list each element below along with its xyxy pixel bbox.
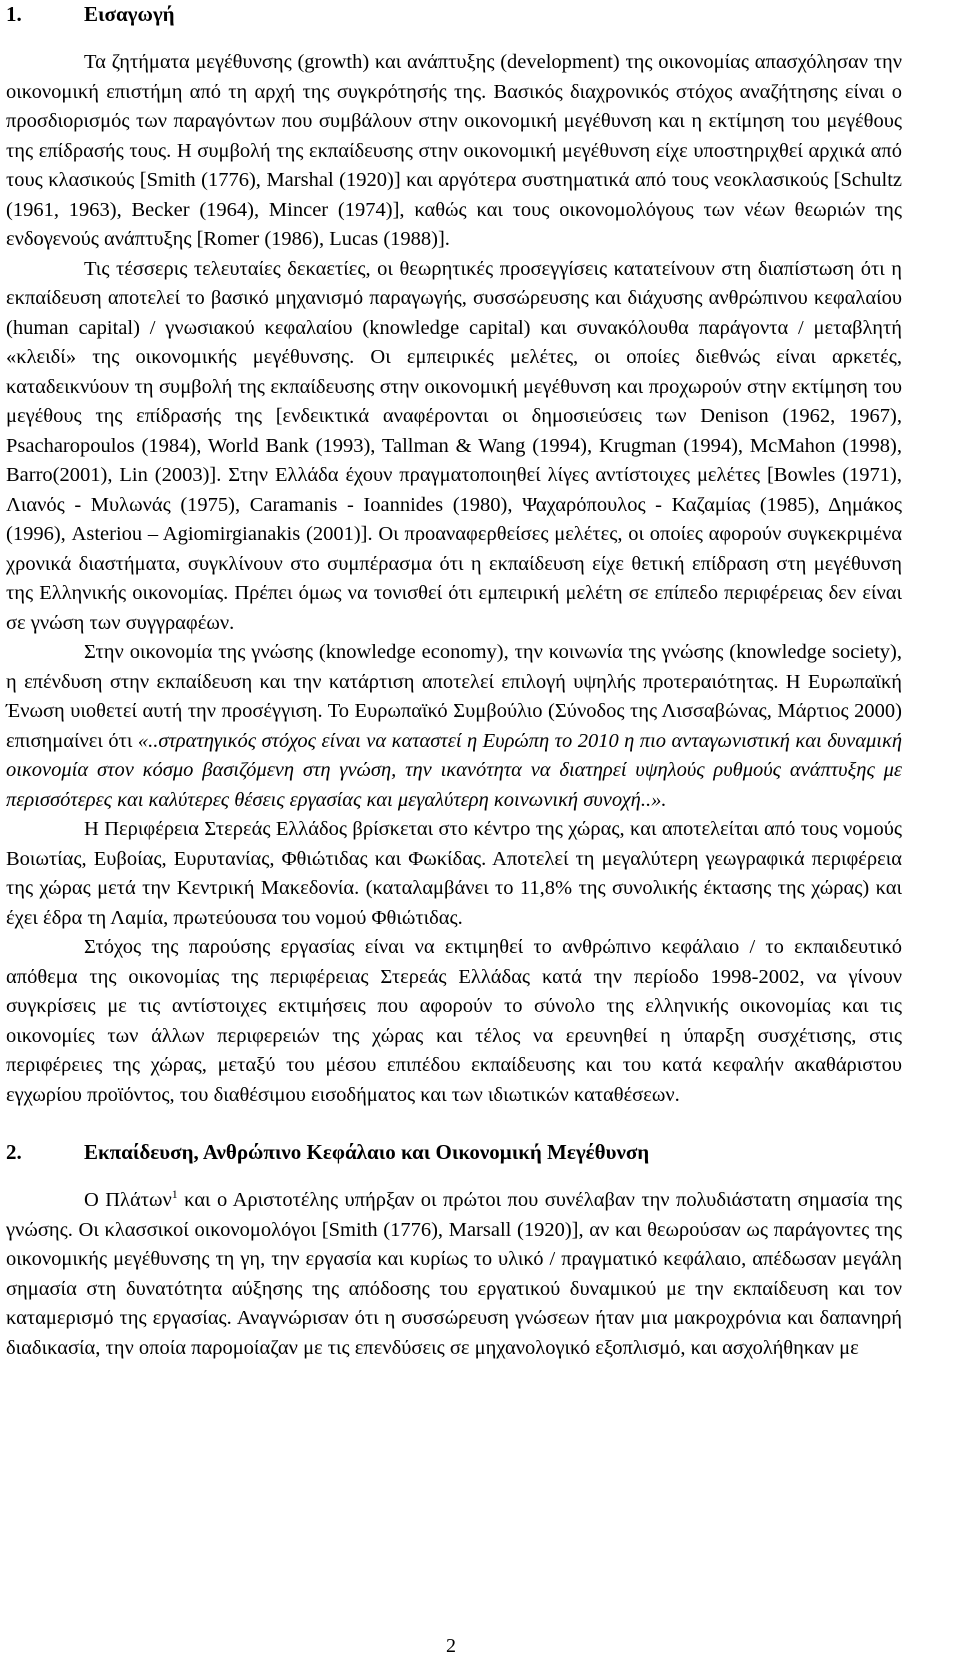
paragraph-with-footnote — [6, 1186, 902, 1363]
paragraph-text: Ο Πλάτων — [84, 1189, 172, 1211]
document-page — [6, 0, 902, 1363]
section-2-number: 2. — [6, 1140, 22, 1164]
section-1-heading — [6, 0, 902, 28]
paragraph: Η Περιφέρεια Στερεάς Ελλάδος βρίσκεται στο κέντρο της χώρας, και αποτελείται από τους νομούς Βοιωτίας, Ευβοίας, Ευρυτανίας, Φθιώτιδας και Φωκίδας. Αποτελεί τη μεγαλύτερη γεωγραφικά περιφέρεια της χώρας μετά την Κεντρική Μακεδονία. (καταλαμβάνει το 11,8% της συνολικής έκτασης της χώρας) και έχει έδρα τη Λαμία, πρωτεύουσα του νομού Φθιώτιδας. — [6, 818, 902, 929]
paragraph: Στόχος της παρούσης εργασίας είναι να εκτιμηθεί το ανθρώπινο κεφάλαιο / το εκπαιδευτικό απόθεμα της οικονομίας της περιφέρειας Στερεάς Ελλάδας κατά την περίοδο 1998-2002, να γίνουν συγκρίσεις με τις αντίστοιχες εκτιμήσεις που αφορούν το σύνολο της ελληνικής οικονομίας και τις οικονομίες των άλλων περιφερειών της χώρας και τέλος να ερευνηθεί η ύπαρξη συσχέτισης, στις περιφέρειες της χώρας, μεταξύ του μέσου επιπέδου εκπαίδευσης και του κατά κεφαλήν ακαθάριστου εγχωρίου προϊόντος, του διαθέσιμου εισοδήματος και των ιδιωτικών καταθέσεων. — [6, 936, 902, 1106]
paragraph-text: και ο Αριστοτέλης υπήρξαν οι πρώτοι που συνέλαβαν την πολυδιάστατη σημασία της γνώσης. Οι κλασσικοί οικονομολόγοι [Smith (1776), Marsall (1920)], αν και θεωρούσαν ως παράγοντες της οικονομικής μεγέθυνσης τη γη, την εργασία και κυρίως το υλικό / πραγματικό κεφάλαιο, απέδωσαν μεγάλη σημασία στη δυνατότητα αύξησης της απόδοσης του εργατικού δυναμικού με την εκπαίδευση και τον καταμερισμό της εργασίας. Αναγνώρισαν ότι η συσσώρευση γνώσεων ήταν μια μακροχρόνια και δαπανηρή διαδικασία, την οποία παρομοίαζαν με τις επενδύσεις σε μηχανολογικό εξοπλισμό, και ασχολήθηκαν με — [6, 1189, 902, 1359]
paragraph: Τις τέσσερις τελευταίες δεκαετίες, οι θεωρητικές προσεγγίσεις κατατείνουν στη διαπίστωση ότι η εκπαίδευση αποτελεί το βασικό μηχανισμό παραγωγής, συσσώρευσης και διάχυσης ανθρώπινου κεφαλαίου (human capital) / γνωσιακού κεφαλαίου (knowledge capital) και συνακόλουθα παράγοντα / μεταβλητή «κλειδί» της οικονομικής μεγέθυνσης. Οι εμπειρικές μελέτες, οι οποίες διεθνώς είναι αρκετές, καταδεικνύουν τη συμβολή της εκπαίδευσης στην οικονομική μεγέθυνση και προχωρούν στην εκτίμηση του μεγέθους της επίδρασής της [ενδεικτικά αναφέρονται οι δημοσιεύσεις των Denison (1962, 1967), Psacharopoulos (1984), World Bank (1993), Tallman & Wang (1994), Krugman (1994), McMahon (1998), Barro(2001), Lin (2003)]. Στην Ελλάδα έχουν πραγματοποιηθεί λίγες αντίστοιχες μελέτες [Bowles (1971), Λιανός - Μυλωνάς (1975), Caramanis - Ioannides (1980), Ψαχαρόπουλος - Καζαμίας (1985), Δημάκος (1996), Asteriou – Agiomirgianakis (2001)]. Οι προαναφερθείσες μελέτες, οι οποίες αφορούν συγκεκριμένα χρονικά διαστήματα, συγκλίνουν στο συμπέρασμα ότι η εκπαίδευση είχε θετική επίδραση στη μεγέθυνση της Ελληνικής οικονομίας. Πρέπει όμως να τονισθεί ότι εμπειρική μελέτη σε επίπεδο περιφέρειας δεν είναι σε γνώση των συγγραφέων. — [6, 257, 902, 634]
page-number: 2 — [446, 1635, 456, 1657]
section-2-title: Εκπαίδευση, Ανθρώπινο Κεφάλαιο και Οικονομική Μεγέθυνση — [84, 1140, 650, 1164]
section-1-number: 1. — [6, 2, 22, 26]
paragraph: Τα ζητήματα μεγέθυνσης (growth) και ανάπτυξης (development) της οικονομίας απασχόλησαν την οικονομική επιστήμη από τη αρχή της συγκρότησής της. Βασικός διαχρονικός στόχος αναζήτησης είναι ο προσδιορισμός των παραγόντων που συμβάλουν στην οικονομική μεγέθυνση και η εκτίμηση του μεγέθους της επίδρασής τους. Η συμβολή της εκπαίδευσης στην οικονομική μεγέθυνση είχε υποστηριχθεί αρχικά από τους κλασικούς [Smith (1776), Marshal (1920)] και αργότερα συστηματικά από τους νεοκλασικούς [Schultz (1961, 1963), Becker (1964), Mincer (1974)], καθώς και τους οικονομολόγους των νέων θεωριών της ενδογενούς ανάπτυξης [Romer (1986), Lucas (1988)]. — [6, 51, 902, 250]
footnote-reference[interactable]: 1 — [171, 1187, 178, 1202]
quote-italic: «..στρατηγικός στόχος είναι να καταστεί η Ευρώπη το 2010 η πιο ανταγωνιστική και δυναμική οικονομία στον κόσμο βασιζόμενη στη γνώση, την ικανότητα να διατηρεί υψηλούς ρυθμούς ανάπτυξης με περισσότερες και καλύτερες θέσεις εργασίας και μεγαλύτερη κοινωνική συνοχή..». — [6, 729, 902, 811]
paragraph-text: Στην οικονομία της γνώσης (knowledge economy), την κοινωνία της γνώσης (knowledge society), η επένδυση στην εκπαίδευση και την κατάρτιση αποτελεί επιλογή υψηλής προτεραιότητας. Η Ευρωπαϊκή Ένωση υιοθετεί αυτή την προσέγγιση. Το Ευρωπαϊκό Συμβούλιο (Σύνοδος της Λισσαβώνας, Μάρτιος 2000) επισημαίνει ότι — [6, 641, 902, 752]
paragraph-with-quote — [6, 638, 902, 815]
section-2-heading — [6, 1138, 902, 1166]
section-1-title: Εισαγωγή — [84, 2, 175, 26]
